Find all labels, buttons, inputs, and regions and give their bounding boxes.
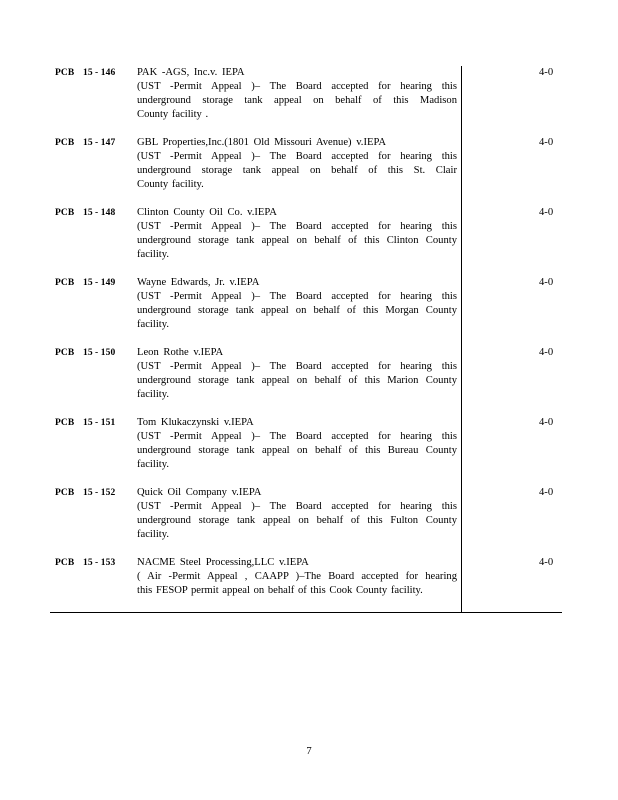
- case-description: [137, 276, 457, 332]
- case-prefix: PCB: [55, 68, 75, 78]
- case-title: NACME Steel Processing,LLC v.IEPA: [137, 557, 309, 568]
- description-line: (UST -Permit Appeal )– The Board accepted for hearing this: [137, 291, 457, 302]
- case-prefix: PCB: [55, 348, 75, 358]
- case-entry: [0, 206, 618, 276]
- case-title: GBL Properties,Inc.(1801 Old Missouri Avenue) v.IEPA: [137, 137, 387, 148]
- case-entry: [0, 66, 618, 136]
- case-num: - 152: [95, 488, 116, 498]
- case-number: [55, 346, 115, 360]
- case-description: [137, 136, 457, 192]
- description-line: ( Air -Permit Appeal , CAAPP )–The Board accepted for hearing: [137, 571, 457, 582]
- description-line: underground storage tank appeal on behalf of this Marion County: [137, 375, 457, 386]
- case-prefix: PCB: [55, 278, 75, 288]
- case-year: 15: [83, 208, 93, 218]
- case-number: [55, 66, 115, 80]
- case-year: 15: [83, 138, 93, 148]
- description-line: (UST -Permit Appeal )– The Board accepted for hearing this: [137, 501, 457, 512]
- description-line: facility.: [137, 249, 169, 260]
- description-line: this FESOP permit appeal on behalf of this Cook County facility.: [137, 585, 423, 596]
- case-number: [55, 486, 115, 500]
- case-description: [137, 206, 457, 262]
- case-num: - 150: [95, 348, 116, 358]
- description-line: facility.: [137, 459, 169, 470]
- case-year: 15: [83, 558, 93, 568]
- case-entry: [0, 486, 618, 556]
- case-number: [55, 556, 115, 570]
- case-description: [137, 66, 457, 122]
- vote-count: 4-0: [539, 277, 554, 288]
- vote-count: 4-0: [539, 557, 554, 568]
- case-number: [55, 416, 115, 430]
- description-line: underground storage tank appeal on behalf of this Bureau County: [137, 445, 457, 456]
- case-num: - 148: [95, 208, 116, 218]
- case-entry: [0, 416, 618, 486]
- case-year: 15: [83, 418, 93, 428]
- table-bottom-rule: [50, 612, 562, 613]
- case-year: 15: [83, 68, 93, 78]
- case-prefix: PCB: [55, 558, 75, 568]
- case-num: - 151: [95, 418, 116, 428]
- description-line: facility.: [137, 389, 169, 400]
- description-line: (UST -Permit Appeal )– The Board accepted for hearing this: [137, 221, 457, 232]
- description-line: underground storage tank appeal on behalf of this St. Clair: [137, 165, 457, 176]
- case-num: - 153: [95, 558, 116, 568]
- case-year: 15: [83, 278, 93, 288]
- case-num: - 146: [95, 68, 116, 78]
- description-line: facility.: [137, 529, 169, 540]
- case-year: 15: [83, 488, 93, 498]
- case-title: Tom Klukaczynski v.IEPA: [137, 417, 254, 428]
- case-title: PAK -AGS, Inc.v. IEPA: [137, 67, 245, 78]
- case-num: - 149: [95, 278, 116, 288]
- page-number: 7: [306, 746, 312, 757]
- vote-count: 4-0: [539, 67, 554, 78]
- case-entry: [0, 556, 618, 626]
- description-line: (UST -Permit Appeal )– The Board accepted for hearing this: [137, 431, 457, 442]
- case-description: [137, 416, 457, 472]
- description-line: underground storage tank appeal on behalf of this Morgan County: [137, 305, 457, 316]
- case-prefix: PCB: [55, 418, 75, 428]
- case-prefix: PCB: [55, 208, 75, 218]
- case-title: Leon Rothe v.IEPA: [137, 347, 224, 358]
- case-prefix: PCB: [55, 488, 75, 498]
- case-title: Clinton County Oil Co. v.IEPA: [137, 207, 277, 218]
- case-prefix: PCB: [55, 138, 75, 148]
- description-line: underground storage tank appeal on behalf of this Fulton County: [137, 515, 457, 526]
- case-description: [137, 346, 457, 402]
- case-num: - 147: [95, 138, 116, 148]
- case-title: Quick Oil Company v.IEPA: [137, 487, 262, 498]
- description-line: (UST -Permit Appeal )– The Board accepted for hearing this: [137, 151, 457, 162]
- case-year: 15: [83, 348, 93, 358]
- vote-count: 4-0: [539, 207, 554, 218]
- case-number: [55, 206, 115, 220]
- case-number: [55, 136, 115, 150]
- case-number: [55, 276, 115, 290]
- description-line: (UST -Permit Appeal )– The Board accepted for hearing this: [137, 361, 457, 372]
- case-entry: [0, 136, 618, 206]
- description-line: underground storage tank appeal on behalf of this Clinton County: [137, 235, 457, 246]
- vote-count: 4-0: [539, 347, 554, 358]
- description-line: County facility .: [137, 109, 209, 120]
- case-description: [137, 556, 457, 598]
- description-line: facility.: [137, 319, 169, 330]
- vote-count: 4-0: [539, 487, 554, 498]
- description-line: underground storage tank appeal on behalf of this Madison: [137, 95, 457, 106]
- vote-count: 4-0: [539, 137, 554, 148]
- case-description: [137, 486, 457, 542]
- case-entry: [0, 346, 618, 416]
- description-line: (UST -Permit Appeal )– The Board accepted for hearing this: [137, 81, 457, 92]
- case-entry: [0, 276, 618, 346]
- case-title: Wayne Edwards, Jr. v.IEPA: [137, 277, 260, 288]
- vote-count: 4-0: [539, 417, 554, 428]
- description-line: County facility.: [137, 179, 204, 190]
